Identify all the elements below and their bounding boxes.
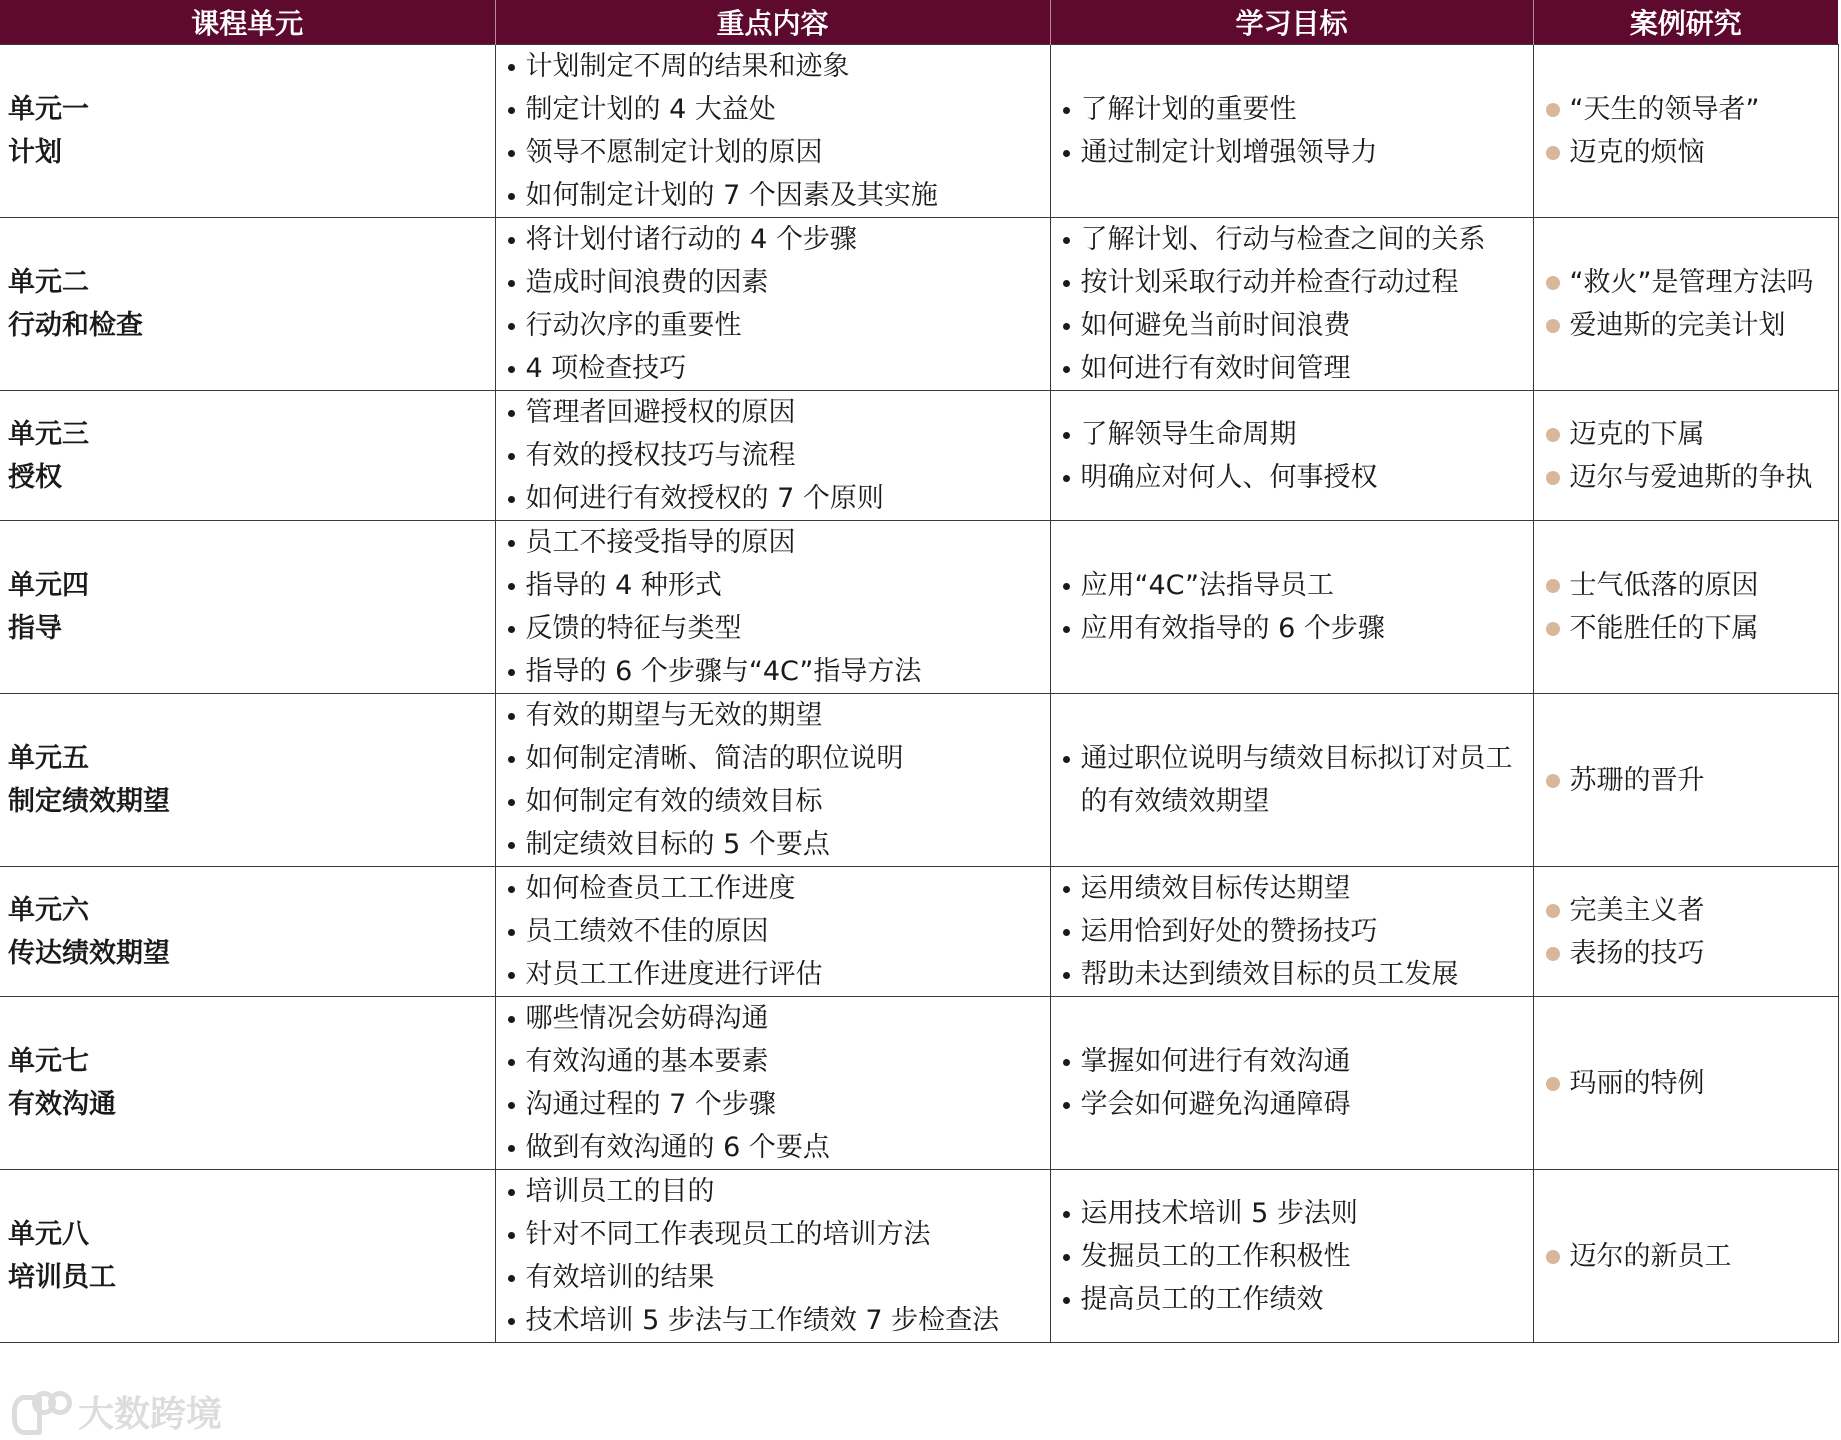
watermark	[12, 1386, 222, 1437]
unit-number: 单元二	[8, 267, 89, 298]
objectives-cell	[1050, 218, 1533, 391]
list-item: 明确应对何人、何事授权	[1059, 456, 1525, 499]
table-row	[0, 1170, 1838, 1343]
list-item: 如何制定计划的 7 个因素及其实施	[504, 174, 1042, 217]
list-item: 了解计划的重要性	[1059, 88, 1525, 131]
list-item: 提高员工的工作绩效	[1059, 1278, 1525, 1321]
table-row	[0, 867, 1838, 997]
unit-cell	[0, 694, 495, 867]
cases-cell	[1533, 391, 1838, 521]
key-points-list	[504, 867, 1042, 996]
key-points-list	[504, 218, 1042, 390]
key-points-cell	[495, 391, 1050, 521]
objectives-cell	[1050, 867, 1533, 997]
key-points-list	[504, 521, 1042, 693]
cases-cell	[1533, 867, 1838, 997]
objectives-list	[1059, 737, 1525, 823]
header-unit: 课程单元	[0, 0, 495, 45]
list-item: “天生的领导者”	[1542, 88, 1830, 131]
list-item: 将计划付诸行动的 4 个步骤	[504, 218, 1042, 261]
key-points-cell	[495, 45, 1050, 218]
list-item: 造成时间浪费的因素	[504, 261, 1042, 304]
unit-name: 培训员工	[8, 1262, 116, 1293]
unit-number: 单元七	[8, 1046, 89, 1077]
key-points-list	[504, 391, 1042, 520]
unit-cell	[0, 867, 495, 997]
cases-cell	[1533, 521, 1838, 694]
list-item: 应用“4C”法指导员工	[1059, 564, 1525, 607]
list-item: 学会如何避免沟通障碍	[1059, 1083, 1525, 1126]
list-item: 运用绩效目标传达期望	[1059, 867, 1525, 910]
objectives-cell	[1050, 521, 1533, 694]
objectives-cell	[1050, 694, 1533, 867]
objectives-list	[1059, 413, 1525, 499]
list-item: 爱迪斯的完美计划	[1542, 304, 1830, 347]
list-item: 员工绩效不佳的原因	[504, 910, 1042, 953]
key-points-cell	[495, 997, 1050, 1170]
list-item: 迈克的烦恼	[1542, 131, 1830, 174]
list-item: 不能胜任的下属	[1542, 607, 1830, 650]
objectives-list	[1059, 218, 1525, 390]
list-item: 运用恰到好处的赞扬技巧	[1059, 910, 1525, 953]
list-item: 了解计划、行动与检查之间的关系	[1059, 218, 1525, 261]
list-item: 指导的 4 种形式	[504, 564, 1042, 607]
list-item: 有效培训的结果	[504, 1256, 1042, 1299]
list-item: 哪些情况会妨碍沟通	[504, 997, 1042, 1040]
list-item: 通过职位说明与绩效目标拟订对员工的有效绩效期望	[1059, 737, 1525, 823]
key-points-list	[504, 45, 1042, 217]
unit-number: 单元八	[8, 1219, 89, 1250]
objectives-list	[1059, 88, 1525, 174]
list-item: 指导的 6 个步骤与“4C”指导方法	[504, 650, 1042, 693]
key-points-list	[504, 694, 1042, 866]
cases-list	[1542, 413, 1830, 499]
unit-cell	[0, 1170, 495, 1343]
list-item: 迈尔的新员工	[1542, 1235, 1830, 1278]
list-item: 如何避免当前时间浪费	[1059, 304, 1525, 347]
list-item: 士气低落的原因	[1542, 564, 1830, 607]
key-points-cell	[495, 218, 1050, 391]
unit-name: 授权	[8, 461, 62, 493]
cases-list	[1542, 564, 1830, 650]
list-item: 行动次序的重要性	[504, 304, 1042, 347]
unit-cell	[0, 997, 495, 1170]
cases-list	[1542, 1235, 1830, 1278]
list-item: 苏珊的晋升	[1542, 759, 1830, 802]
list-item: 应用有效指导的 6 个步骤	[1059, 607, 1525, 650]
cases-list	[1542, 1062, 1830, 1105]
table-row	[0, 391, 1838, 521]
list-item: 玛丽的特例	[1542, 1062, 1830, 1105]
unit-cell	[0, 391, 495, 521]
objectives-cell	[1050, 45, 1533, 218]
key-points-cell	[495, 1170, 1050, 1343]
list-item: “救火”是管理方法吗	[1542, 261, 1830, 304]
list-item: 有效沟通的基本要素	[504, 1040, 1042, 1083]
list-item: 通过制定计划增强领导力	[1059, 131, 1525, 174]
unit-name: 指导	[8, 613, 62, 644]
unit-name: 行动和检查	[8, 310, 143, 341]
table-row	[0, 694, 1838, 867]
table-row	[0, 521, 1838, 694]
objectives-list	[1059, 867, 1525, 996]
cases-cell	[1533, 1170, 1838, 1343]
cases-list	[1542, 261, 1830, 347]
list-item: 按计划采取行动并检查行动过程	[1059, 261, 1525, 304]
list-item: 如何检查员工工作进度	[504, 867, 1042, 910]
list-item: 完美主义者	[1542, 889, 1830, 932]
unit-number: 单元一	[8, 94, 89, 125]
unit-name: 计划	[8, 137, 62, 168]
list-item: 领导不愿制定计划的原因	[504, 131, 1042, 174]
unit-name: 制定绩效期望	[8, 786, 170, 817]
list-item: 如何进行有效时间管理	[1059, 347, 1525, 390]
objectives-cell	[1050, 997, 1533, 1170]
list-item: 了解领导生命周期	[1059, 413, 1525, 456]
list-item: 沟通过程的 7 个步骤	[504, 1083, 1042, 1126]
objectives-list	[1059, 1040, 1525, 1126]
header-row	[0, 0, 1838, 45]
unit-name: 有效沟通	[8, 1089, 116, 1120]
objectives-cell	[1050, 1170, 1533, 1343]
list-item: 4 项检查技巧	[504, 347, 1042, 390]
cases-list	[1542, 759, 1830, 802]
header-objectives: 学习目标	[1050, 0, 1533, 45]
list-item: 有效的期望与无效的期望	[504, 694, 1042, 737]
cases-cell	[1533, 694, 1838, 867]
list-item: 针对不同工作表现员工的培训方法	[504, 1213, 1042, 1256]
table-row	[0, 45, 1838, 218]
list-item: 技术培训 5 步法与工作绩效 7 步检查法	[504, 1299, 1042, 1342]
unit-cell	[0, 521, 495, 694]
cases-cell	[1533, 45, 1838, 218]
table-row	[0, 218, 1838, 391]
list-item: 迈克的下属	[1542, 413, 1830, 456]
objectives-cell	[1050, 391, 1533, 521]
list-item: 员工不接受指导的原因	[504, 521, 1042, 564]
list-item: 运用技术培训 5 步法则	[1059, 1192, 1525, 1235]
header-key-points: 重点内容	[495, 0, 1050, 45]
list-item: 反馈的特征与类型	[504, 607, 1042, 650]
list-item: 如何制定有效的绩效目标	[504, 780, 1042, 823]
list-item: 管理者回避授权的原因	[504, 391, 1042, 434]
list-item: 如何制定清晰、简洁的职位说明	[504, 737, 1042, 780]
list-item: 发掘员工的工作积极性	[1059, 1235, 1525, 1278]
list-item: 制定绩效目标的 5 个要点	[504, 823, 1042, 866]
list-item: 表扬的技巧	[1542, 932, 1830, 975]
unit-number: 单元六	[8, 894, 89, 926]
unit-number: 单元四	[8, 570, 89, 601]
list-item: 做到有效沟通的 6 个要点	[504, 1126, 1042, 1169]
unit-number: 单元三	[8, 418, 89, 450]
key-points-cell	[495, 521, 1050, 694]
watermark-text: 大数跨境	[78, 1394, 223, 1435]
list-item: 培训员工的目的	[504, 1170, 1042, 1213]
objectives-list	[1059, 564, 1525, 650]
header-cases: 案例研究	[1533, 0, 1838, 45]
list-item: 如何进行有效授权的 7 个原则	[504, 477, 1042, 520]
cases-cell	[1533, 997, 1838, 1170]
key-points-list	[504, 1170, 1042, 1342]
unit-cell	[0, 45, 495, 218]
unit-name: 传达绩效期望	[8, 937, 170, 969]
unit-number: 单元五	[8, 743, 89, 774]
table-row	[0, 997, 1838, 1170]
key-points-list	[504, 997, 1042, 1169]
key-points-cell	[495, 867, 1050, 997]
list-item: 制定计划的 4 大益处	[504, 88, 1042, 131]
list-item: 有效的授权技巧与流程	[504, 434, 1042, 477]
list-item: 计划制定不周的结果和迹象	[504, 45, 1042, 88]
list-item: 帮助未达到绩效目标的员工发展	[1059, 953, 1525, 996]
list-item: 掌握如何进行有效沟通	[1059, 1040, 1525, 1083]
list-item: 迈尔与爱迪斯的争执	[1542, 456, 1830, 499]
list-item: 对员工工作进度进行评估	[504, 953, 1042, 996]
cases-list	[1542, 88, 1830, 174]
cases-cell	[1533, 218, 1838, 391]
brand-logo-icon	[12, 1389, 70, 1435]
unit-cell	[0, 218, 495, 391]
key-points-cell	[495, 694, 1050, 867]
objectives-list	[1059, 1192, 1525, 1321]
cases-list	[1542, 889, 1830, 975]
